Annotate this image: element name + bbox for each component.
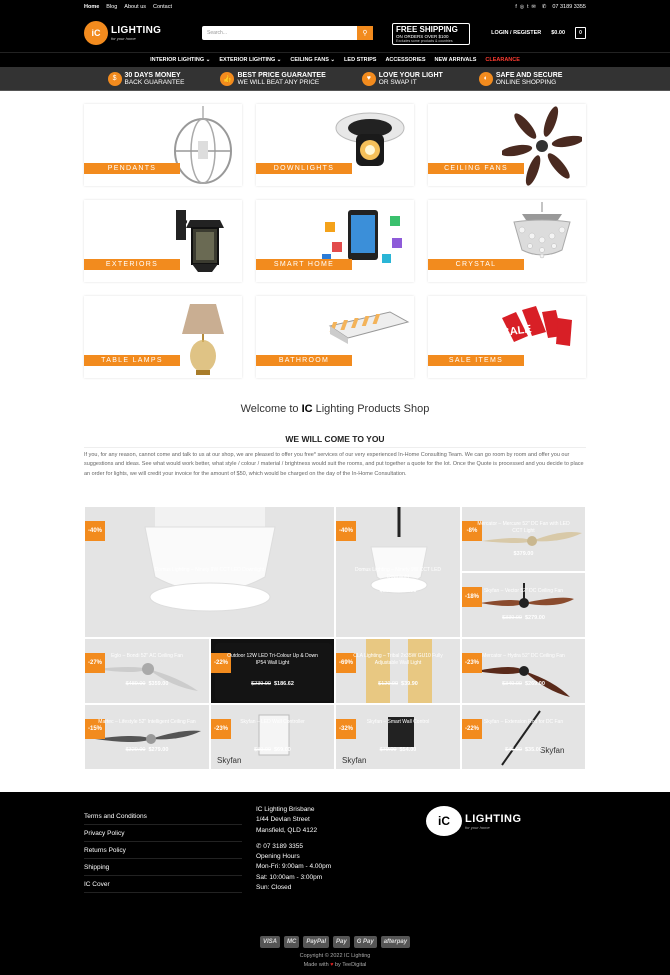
ceiling-fan-icon [502, 106, 582, 186]
product-price: $45.00 $35.00 [505, 747, 542, 754]
footer-phone[interactable]: 07 3189 3355 [263, 842, 304, 850]
category-label: SALE ITEMS [428, 355, 524, 366]
logo-mark-icon: iC [84, 21, 108, 45]
footer-link-privacy[interactable]: Privacy Policy [84, 825, 242, 842]
divider [84, 447, 586, 448]
product-card[interactable] [210, 704, 335, 770]
product-name[interactable]: Domus Lighting – Ninety 9W CCT LED Downlight [354, 566, 442, 580]
visa-icon: VISA [260, 936, 280, 948]
footer-links [84, 808, 242, 893]
main-nav [0, 52, 670, 67]
logo-text: LIGHTING [111, 25, 162, 36]
footer-address [256, 805, 331, 893]
hours-line: Sun: Closed [256, 884, 292, 892]
money-icon: $ [108, 72, 122, 86]
usp-money-back: $ 30 DAYS MONEY BACK GUARANTEE [108, 72, 185, 86]
discount-badge: -40% [336, 521, 356, 541]
login-register-link[interactable]: LOGIN / REGISTER [491, 30, 542, 36]
thumbs-up-icon: 👍 [220, 72, 234, 86]
credit-link[interactable]: by TeeDigital [335, 962, 367, 968]
product-card[interactable] [335, 506, 461, 638]
free-shipping-banner [392, 23, 470, 45]
hours-title: Opening Hours [256, 853, 300, 861]
usp-bar [0, 67, 670, 91]
payment-methods [0, 936, 670, 948]
search-button[interactable] [357, 26, 373, 40]
product-price: $89.00 $69.00 [254, 747, 291, 754]
mastercard-icon: MC [284, 936, 299, 948]
product-name[interactable]: Mercator – Mercure 52" DC Fan with LED CCT Light [477, 521, 570, 535]
footer-link-terms[interactable]: Terms and Conditions [84, 808, 242, 825]
email-icon[interactable]: ✉ [531, 4, 536, 10]
product-name[interactable]: Skyfan – Smart Wall Control [366, 719, 430, 726]
category-bathroom[interactable] [256, 296, 414, 378]
product-price: $379.00 [513, 550, 534, 557]
phone-icon: ✆ [541, 4, 547, 10]
product-name[interactable]: Skyfan – LED Wall Controller [240, 719, 305, 726]
product-grid [84, 506, 586, 770]
product-card[interactable] [461, 506, 586, 572]
top-link-about[interactable]: About us [124, 4, 147, 10]
discount-badge: -23% [462, 653, 482, 673]
discount-badge: -32% [336, 719, 356, 739]
cart-count: 0 [579, 30, 582, 36]
search-placeholder: Search... [207, 30, 228, 36]
svg-text:SALE: SALE [501, 323, 533, 340]
product-card[interactable] [335, 638, 461, 704]
product-name[interactable]: Outdoor 12W LED Tri-Colour Up & Down IP54 Wall Light [227, 653, 318, 667]
nav-interior-lighting[interactable]: INTERIOR LIGHTING ⌄ [150, 57, 211, 63]
category-crystal[interactable] [428, 200, 586, 282]
product-price: $25.00 $14.95 [379, 587, 417, 594]
product-card[interactable] [461, 638, 586, 704]
footer-link-shipping[interactable]: Shipping [84, 859, 242, 876]
category-grid [84, 104, 586, 378]
product-price: $489.00 $359.00 [125, 681, 169, 688]
product-name[interactable]: Skyfan – Extension Rod for DC Fan [483, 719, 564, 726]
product-price: $25.00 $15.00 [191, 587, 228, 594]
discount-badge: -22% [462, 719, 482, 739]
product-price: $129.00 $39.90 [378, 681, 418, 688]
cart-icon[interactable] [575, 27, 586, 39]
product-card[interactable] [210, 638, 335, 704]
usp-secure: ◐ SAFE AND SECURE ONLINE SHOPPING [479, 72, 563, 86]
nav-led-strips[interactable]: LED STRIPS [344, 57, 377, 63]
top-bar [0, 0, 670, 14]
discount-badge: -40% [85, 521, 105, 541]
top-link-contact[interactable]: Contact [153, 4, 172, 10]
twitter-icon[interactable]: t [527, 4, 529, 10]
product-price: $239.90 $186.62 [251, 681, 294, 688]
category-label: EXTERIORS [84, 259, 180, 270]
discount-badge: -8% [462, 521, 482, 541]
pendant-icon [168, 106, 238, 186]
heart-icon: ♥ [330, 962, 334, 968]
category-pendants[interactable] [84, 104, 242, 186]
category-ceiling-fans[interactable] [428, 104, 586, 186]
apple-pay-icon: Pay [333, 936, 350, 948]
product-price: $339.00 $279.00 [502, 615, 545, 622]
category-sale-items[interactable] [428, 296, 586, 378]
product-card[interactable] [461, 572, 586, 638]
copyright: Copyright © 2022 IC Lighting Made with ♥ by TeeDigital [299, 953, 371, 968]
sale-tag-icon [492, 298, 582, 378]
address-line: IC Lighting Brisbane [256, 806, 315, 813]
product-card[interactable] [461, 704, 586, 770]
shipping-subtitle: ON ORDERS OVER $100 [396, 34, 449, 39]
intro-paragraph: If you, for any reason, cannot come and talk to us at our shop, we are pleased to offer you free* services of our very experienced In-Home Consulting Team. We can go room by room and offer you our suggestions and ideas. See what would work better, what style / colour / material / brightness would suit the rooms, and put together a quote for the lot. Once the Quote is processed and you decide to place an order for lights, we will credit your invoice for the amount of $50, which would be charged on the day of the In-Home Consultation. [84, 452, 584, 477]
footer [0, 792, 670, 975]
product-card[interactable] [84, 704, 210, 770]
top-link-home[interactable]: Home [84, 4, 100, 10]
product-card[interactable] [84, 638, 210, 704]
category-label: DOWNLIGHTS [256, 163, 352, 174]
category-label: BATHROOM [256, 355, 352, 366]
category-exteriors[interactable] [84, 200, 242, 282]
category-downlights[interactable] [256, 104, 414, 186]
shipping-note: Excludes some products & countries [396, 39, 453, 43]
footer-link-returns[interactable]: Returns Policy [84, 842, 242, 859]
instagram-icon[interactable]: ◎ [519, 4, 525, 10]
afterpay-icon: afterpay [381, 936, 410, 948]
table-lamp-icon [168, 298, 238, 378]
discount-badge: -69% [336, 653, 356, 673]
category-label: CEILING FANS [428, 163, 524, 174]
paypal-icon: PayPal [303, 936, 329, 948]
product-name[interactable]: Martec – Lifestyle 52" Intelligent Ceiling Fan [98, 719, 196, 726]
product-price: $329.00 $279.00 [125, 747, 169, 754]
category-label: TABLE LAMPS [84, 355, 180, 366]
address-line: Mansfield, QLD 4122 [256, 826, 318, 834]
discount-badge: -18% [462, 587, 482, 607]
search-icon: ⚲ [362, 30, 368, 37]
header [0, 14, 670, 52]
phone-icon: ✆ [256, 842, 264, 850]
nav-accessories[interactable]: ACCESSORIES [385, 57, 426, 63]
nav-new-arrivals[interactable]: NEW ARRIVALS [434, 57, 477, 63]
discount-badge: -15% [85, 719, 105, 739]
nav-clearance[interactable]: CLEARANCE [485, 57, 520, 63]
usp-love: ♥ LOVE YOUR LIGHT OR SWAP IT [362, 72, 443, 86]
logo-tagline: for your home [111, 36, 136, 41]
site-logo[interactable] [84, 21, 161, 45]
product-price: $349.00 $269.00 [502, 681, 545, 688]
section-heading: WE WILL COME TO YOU [285, 434, 385, 444]
address-line: 1/44 Devlan Street [256, 816, 310, 824]
logo-mark-icon: iC [426, 806, 462, 836]
category-label: SMART HOME [256, 259, 352, 270]
facebook-icon[interactable]: f [515, 4, 517, 10]
google-pay-icon: G Pay [354, 936, 377, 948]
nav-ceiling-fans[interactable]: CEILING FANS ⌄ [290, 57, 336, 63]
exterior-lantern-icon [168, 202, 238, 282]
footer-link-ic-cover[interactable]: IC Cover [84, 876, 242, 893]
usp-price: 👍 BEST PRICE GUARANTEE WE WILL BEAT ANY PRICE [220, 72, 325, 86]
discount-badge: -27% [85, 653, 105, 673]
product-card[interactable] [335, 704, 461, 770]
product-card[interactable] [84, 506, 335, 638]
nav-exterior-lighting[interactable]: EXTERIOR LIGHTING ⌄ [219, 57, 282, 63]
footer-logo[interactable]: iC LIGHTING for your home [426, 806, 522, 836]
cart-total[interactable]: $0.00 [551, 30, 565, 36]
welcome-heading: Welcome to IC Lighting Products Shop [240, 403, 430, 415]
top-phone[interactable]: 07 3189 3355 [552, 4, 586, 10]
svg-text:Skyfan: Skyfan [217, 756, 242, 765]
globe-icon: ◐ [479, 72, 493, 86]
shipping-title: FREE SHIPPING [396, 25, 458, 34]
product-name[interactable]: Mercator – Hydra 52" DC Ceiling Fan [482, 653, 565, 660]
search-input[interactable] [202, 26, 373, 40]
category-smart-home[interactable] [256, 200, 414, 282]
product-name[interactable]: Domus Lighting – Ninety 9W CCT LED Downlight [154, 566, 265, 573]
top-link-blog[interactable]: Blog [106, 4, 118, 10]
category-label: CRYSTAL [428, 259, 524, 270]
product-name[interactable]: Eglo – Bondi 52" AC Ceiling Fan [111, 653, 183, 660]
discount-badge: -22% [211, 653, 231, 673]
hours-line: Mon-Fri: 9:00am - 4.00pm [256, 863, 332, 871]
hours-line: Sat: 10:00am - 3:00pm [256, 873, 323, 881]
discount-badge: -23% [211, 719, 231, 739]
svg-text:Skyfan: Skyfan [540, 746, 565, 755]
product-name[interactable]: Skyfan – Vector 52" DC Ceiling Fan [483, 588, 564, 595]
heart-icon: ♥ [362, 72, 376, 86]
svg-text:Skyfan: Skyfan [342, 756, 367, 765]
category-label: PENDANTS [84, 163, 180, 174]
category-table-lamps[interactable] [84, 296, 242, 378]
product-price: $79.00 $54.00 [379, 747, 417, 754]
product-name[interactable]: CLA Lighting – Tribal 2x35W GU10 Fully Adjustable Wall Light [353, 653, 443, 667]
